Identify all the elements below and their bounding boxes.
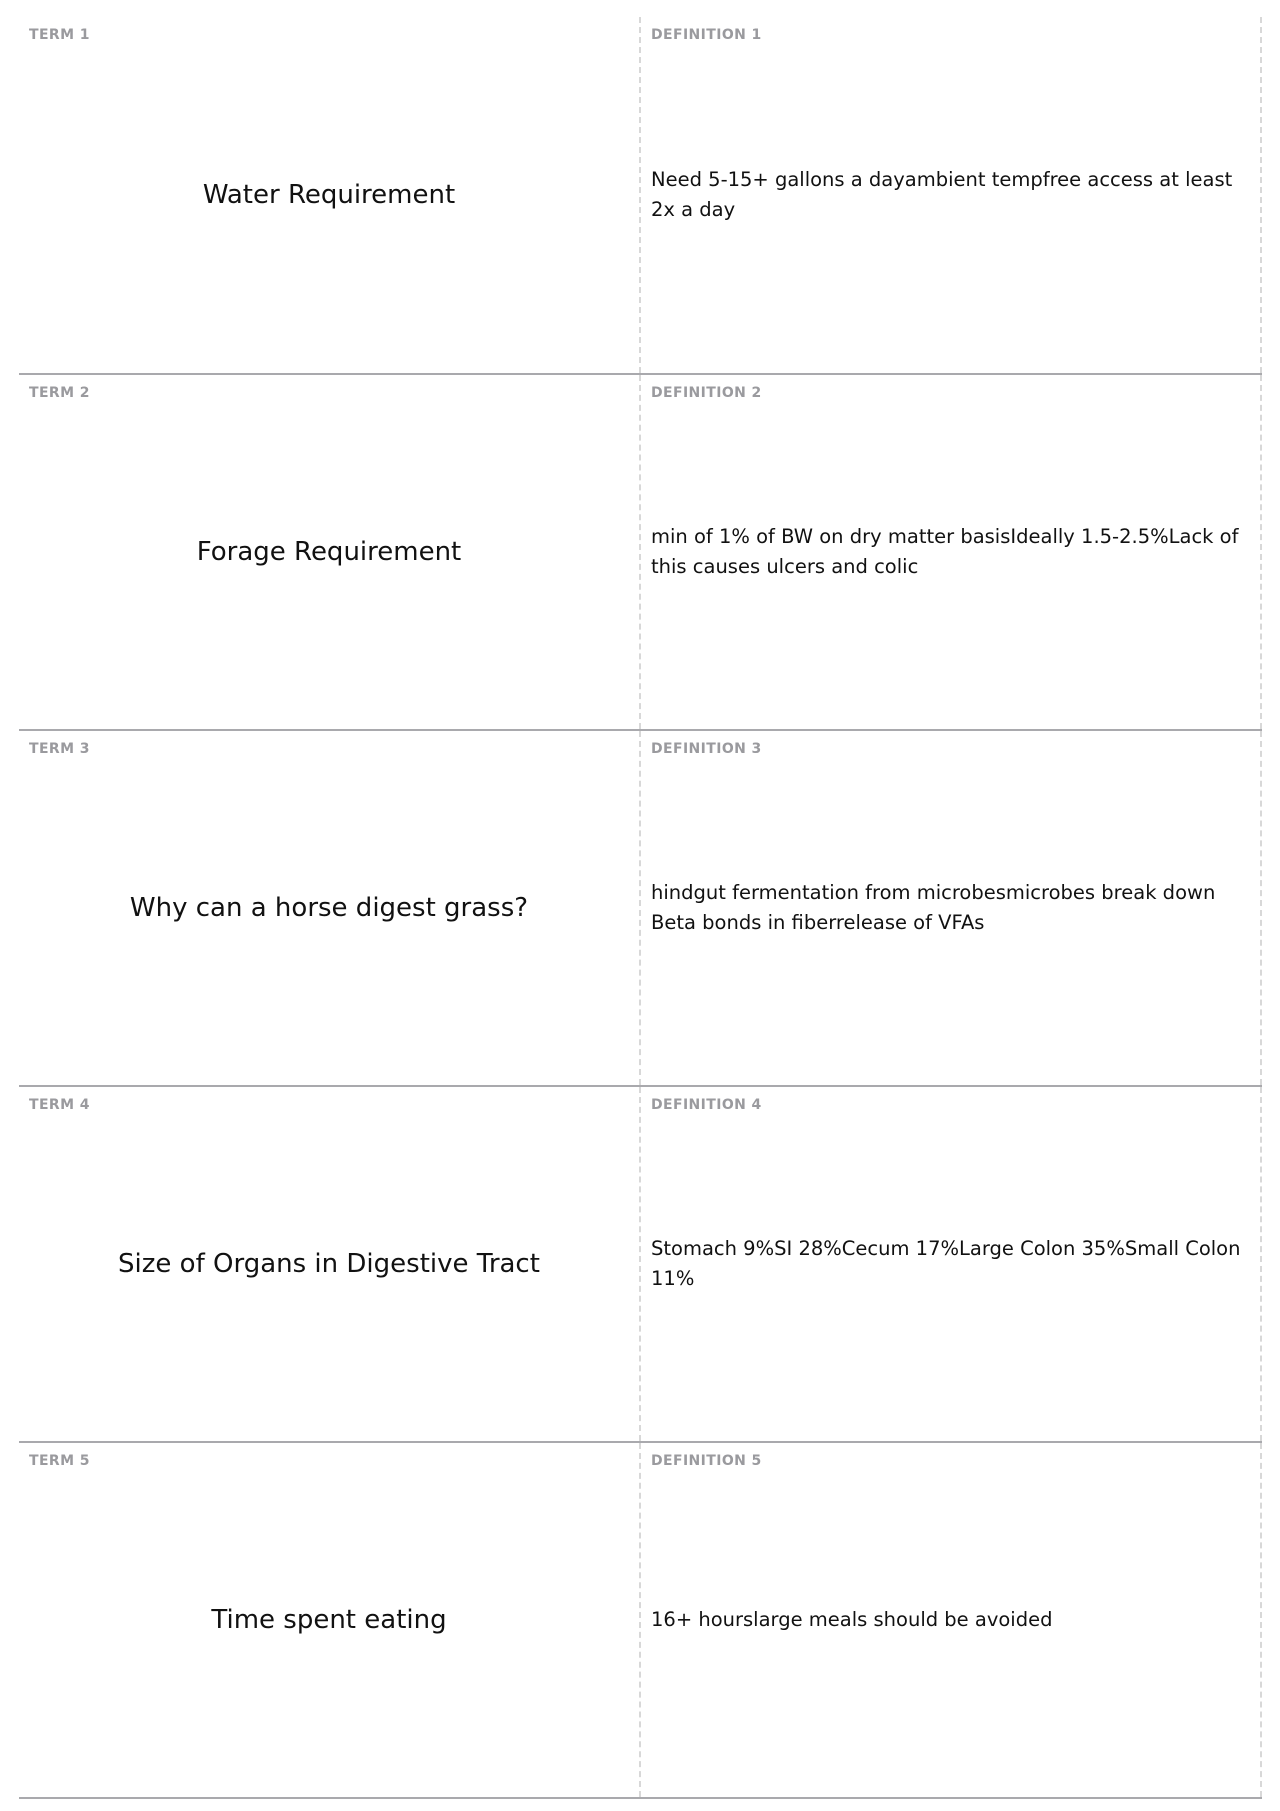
definition-text: Need 5-15+ gallons a dayambient tempfree access at least 2x a day	[651, 168, 1233, 221]
definition-text: 16+ hourslarge meals should be avoided	[651, 1608, 1053, 1631]
definition-cell	[641, 731, 1262, 1085]
definition-text: Stomach 9%SI 28%Cecum 17%Large Colon 35%Small Colon 11%	[651, 1237, 1241, 1290]
definition-label: DEFINITION 3	[651, 741, 762, 757]
term-label: TERM 3	[29, 741, 90, 757]
flashcard-row	[19, 1087, 1262, 1443]
definition-cell	[641, 375, 1262, 729]
definition-text: min of 1% of BW on dry matter basisIdeally 1.5-2.5%Lack of this causes ulcers and colic	[651, 525, 1239, 578]
flashcard-row	[19, 731, 1262, 1087]
definition-label: DEFINITION 1	[651, 27, 762, 43]
term-cell	[19, 17, 641, 373]
term-cell	[19, 1443, 641, 1797]
flashcard-row	[19, 1443, 1262, 1799]
term-cell	[19, 1087, 641, 1441]
term-cell	[19, 375, 641, 729]
term-label: TERM 1	[29, 27, 90, 43]
flashcard-row	[19, 17, 1262, 375]
term-label: TERM 4	[29, 1097, 90, 1113]
definition-label: DEFINITION 5	[651, 1453, 762, 1469]
definition-label: DEFINITION 4	[651, 1097, 762, 1113]
definition-text: hindgut fermentation from microbesmicrobes break down Beta bonds in fiberrelease of VFAs	[651, 881, 1216, 934]
flashcard-sheet	[19, 17, 1262, 1799]
term-text: Size of Organs in Digestive Tract	[118, 1249, 540, 1279]
term-text: Water Requirement	[202, 180, 456, 210]
definition-label: DEFINITION 2	[651, 385, 762, 401]
definition-cell	[641, 17, 1262, 373]
definition-cell	[641, 1087, 1262, 1441]
term-text: Why can a horse digest grass?	[129, 893, 529, 923]
term-label: TERM 5	[29, 1453, 90, 1469]
flashcard-row	[19, 375, 1262, 731]
definition-cell	[641, 1443, 1262, 1797]
term-text: Time spent eating	[211, 1605, 447, 1635]
term-label: TERM 2	[29, 385, 90, 401]
term-cell	[19, 731, 641, 1085]
term-text: Forage Requirement	[196, 537, 462, 567]
